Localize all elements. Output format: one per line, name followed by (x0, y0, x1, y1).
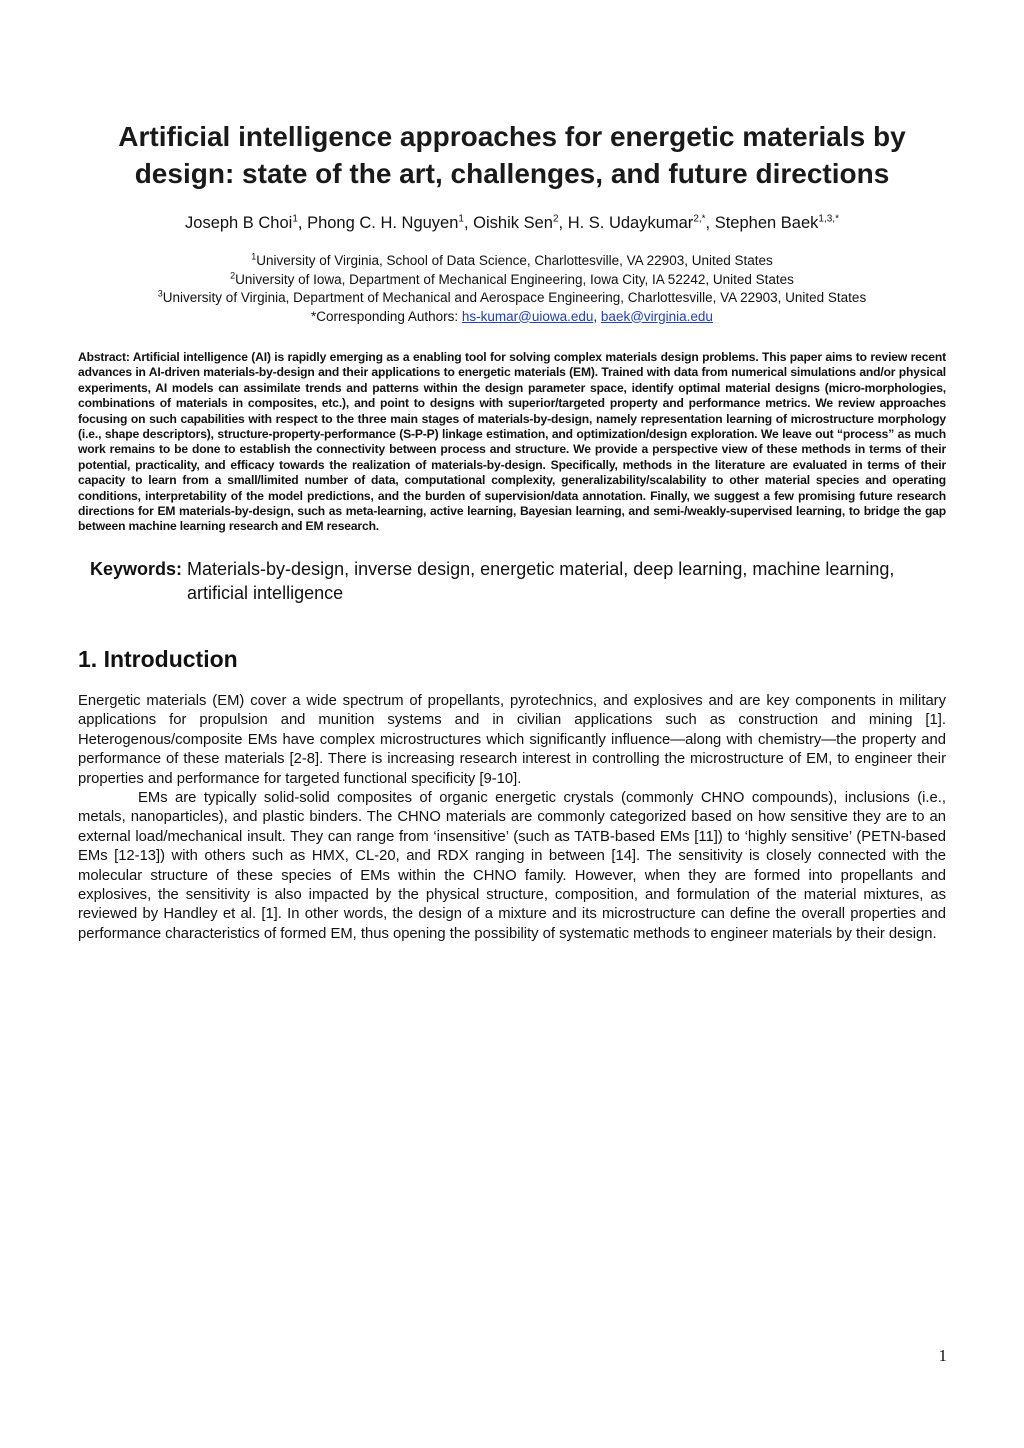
author: Phong C. H. Nguyen$^1$, (307, 213, 474, 232)
affiliation: $^2$University of Iowa, Department of Mechanical Engineering, Iowa City, IA 52242, United States (230, 270, 794, 287)
paragraph: EMs are typically solid-solid composites of organic energetic crystals (commonly CHNO compounds), inclusions (i.e., metals, nanoparticles), and plastic binders. The CHNO materials are commonly categorized based on how sensitive they are to an external load/mechanical insult. They can range from ‘insensitive’ (such as TATB-based EMs [11]) to ‘highly sensitive’ (PETN-based EMs [12-13]) with others such as HMX, CL-20, and RDX ranging in between [14]. The sensitivity is closely connected with the molecular structure of these species of EMs within the CHNO family. However, when they are formed into propellants and explosives, the sensitivity is also impacted by the physical structure, composition, and formulation of the material mixtures, as reviewed by Handley et al. [1]. In other words, the design of a mixture and its microstructure can define the overall properties and performance characteristics of formed EM, thus opening the possibility of systematic methods to engineer materials by their design. (78, 789, 946, 942)
paper-page (78, 118, 946, 944)
page-number: 1 (938, 1346, 947, 1365)
author: Oishik Sen$^2$, (473, 213, 568, 232)
author: Stephen Baek$^{1,3,*}$ (714, 213, 839, 232)
affiliation: $^1$University of Virginia, School of Data Science, Charlottesville, VA 22903, United States (251, 251, 773, 268)
author: H. S. Udaykumar$^{2,*}$, (567, 213, 715, 232)
email-link-baek[interactable]: baek@virginia.edu (600, 308, 713, 324)
section-heading-introduction: 1. Introduction (78, 645, 238, 672)
paper-title: Artificial intelligence approaches for energetic materials by design: state of the art, challenges, and future directions (118, 121, 906, 189)
abstract: Abstract: Artificial intelligence (AI) is rapidly emerging as a enabling tool for solving complex materials design problems. This paper aims to review recent advances in AI-driven materials-by-design and their applications to energetic materials (EM). Trained with data from numerical simulations and/or physical experiments, AI models can assimilate trends and patterns within the design parameter space, identify optimal material designs (micro-morphologies, combinations of materials in composites, etc.), and point to designs with superior/targeted property and performance metrics. We review approaches focusing on such capabilities with respect to the three main stages of materials-by-design, namely representation learning of microstructure morphology (i.e., shape descriptors), structure-property-performance (S-P-P) linkage estimation, and optimization/design exploration. We leave out “process” as much work remains to be done to establish the connectivity between process and structure. We provide a perspective view of these methods in terms of their potential, practicality, and efficacy towards the realization of materials-by-design. Specifically, methods in the literature are evaluated in terms of their capacity to learn from a small/limited number of data, computational complexity, generalizability/scalability to other material species and operating conditions, interpretability of the model predictions, and the burden of supervision/data annotation. Finally, we suggest a few promising future research directions for EM materials-by-design, such as meta-learning, active learning, Bayesian learning, and semi-/weakly-supervised learning, to bridge the gap between machine learning research and EM research. (78, 350, 946, 534)
email-link-kumar[interactable]: hs-kumar@uiowa.edu (461, 308, 594, 324)
paragraph: Energetic materials (EM) cover a wide spectrum of propellants, pyrotechnics, and explosives and are key components in military applications for propulsion and munition systems and in civilian applications such as construction and mining [1]. Heterogenous/composite EMs have complex microstructures which significantly influence—along with chemistry—the property and performance of these materials [2-8]. There is increasing research interest in controlling the microstructure of EM, to engineer their properties and performance for targeted functional specificity [9-10]. (78, 692, 946, 787)
keywords (90, 557, 946, 605)
affiliation: $^3$University of Virginia, Department of Mechanical and Aerospace Engineering, Charlottesville, VA 22903, United States (157, 288, 867, 305)
keywords-label: Keywords: (90, 558, 183, 579)
author-list (78, 212, 946, 234)
corresponding-authors: *Corresponding Authors: hs-kumar@uiowa.edu, baek@virginia.edu (311, 308, 713, 324)
affiliations (58, 252, 966, 326)
author: Joseph B Choi$^1$, (185, 213, 308, 232)
keywords-text: Materials-by-design, inverse design, energetic material, deep learning, machine learning, artificial intelligence (187, 558, 895, 603)
